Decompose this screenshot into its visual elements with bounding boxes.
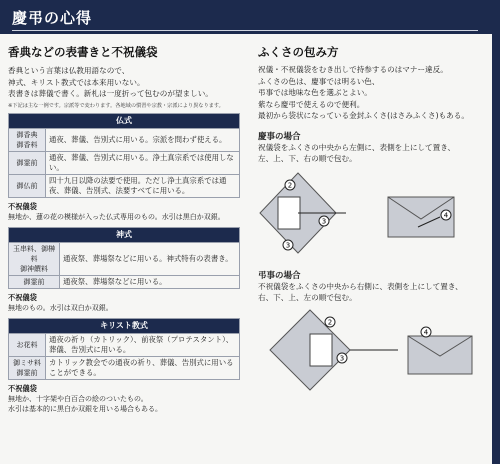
table-row xyxy=(9,128,240,151)
table-row xyxy=(9,333,240,356)
table-row xyxy=(9,242,240,275)
table-row xyxy=(9,275,240,288)
christian-heading: キリスト教式 xyxy=(9,318,240,333)
shinto-bag-desc: 無地のもの。水引は双白か双銀。 xyxy=(8,303,113,312)
intro-line-1: 香典という言葉は仏教用語なので、 xyxy=(8,66,130,75)
condolence-line-2: 右、下、上、左の順で包む。 xyxy=(258,293,357,302)
fukusa-line-1: 祝儀・不祝儀袋をむき出しで持参するのはマナー違反。 xyxy=(258,65,448,74)
row-key: 御霊前 xyxy=(9,151,46,174)
offering-heading: 香典などの表書きと不祝儀袋 xyxy=(8,45,158,59)
page-header xyxy=(0,0,492,34)
christian-bag-label: 不祝儀袋 xyxy=(8,383,37,393)
row-key: 御香典 御香料 xyxy=(9,128,46,151)
row-value: 四十九日以降の法要で使用。ただし浄土真宗系では通夜、葬儀、告別式、法要すべてに用いる。 xyxy=(46,174,240,197)
buddhist-heading: 仏式 xyxy=(9,113,240,128)
celebration-diagram xyxy=(258,167,490,263)
christian-bag-desc-2: 水引は基本的に黒白か双銀を用いる場合もある。 xyxy=(8,404,162,413)
intro-line-2: 神式、キリスト教式では本来用いない。 xyxy=(8,77,145,87)
row-key: お花料 xyxy=(9,333,46,356)
celebration-line-1: 祝儀袋をふくさの中央から左側に、表側を上にして置き、 xyxy=(258,142,456,152)
step-number: 3 xyxy=(285,241,291,249)
row-value: 通夜の祈り（カトリック）、前夜祭（プロテスタント）、葬儀、告別式に用いる。 xyxy=(46,333,240,356)
row-key: 御仏前 xyxy=(9,174,46,197)
row-value: 通夜祭、葬場祭などに用いる。神式特有の表書き。 xyxy=(60,242,240,275)
left-column xyxy=(8,44,240,414)
step-number: 4 xyxy=(443,211,449,219)
envelope-shape xyxy=(310,334,332,366)
table-row xyxy=(9,151,240,174)
celebration-line-2: 左、上、下、右の順で包む。 xyxy=(258,154,357,163)
celebration-heading: 慶事の場合 xyxy=(258,131,301,142)
condolence-line-1: 不祝儀袋をふくさの中央から右側に、表側を上にして置き、 xyxy=(258,281,463,291)
fukusa-line-2: ふくさの色は、慶事では明るい色、 xyxy=(258,76,380,86)
row-key: 御ミサ料 御霊前 xyxy=(9,356,46,379)
row-value: 通夜、葬儀、告別式に用いる。浄土真宗系では使用しない。 xyxy=(46,151,240,174)
page-title: 慶弔の心得 xyxy=(12,9,93,27)
footnote: ※下記は主な一例です。宗派等で変わります。各地域の慣習や宗教・宗派により異なります。 xyxy=(8,102,224,109)
fukusa-line-5: 最初から袋状になっている金封ふくさ(はさみふくさ)もある。 xyxy=(258,111,469,120)
shinto-table xyxy=(8,227,240,289)
step-number: 3 xyxy=(339,354,345,362)
shinto-heading: 神式 xyxy=(9,227,240,242)
row-key: 玉串料、御榊料 御神饌料 xyxy=(9,242,60,275)
right-column xyxy=(258,44,490,402)
row-key: 御霊前 xyxy=(9,275,60,288)
fukusa-line-4: 紫なら慶弔で使えるので便利。 xyxy=(258,99,365,109)
christian-bag-desc-1: 無地か、十字架や白百合の絵のついたもの。 xyxy=(8,394,148,403)
header-rule xyxy=(12,30,478,31)
condolence-diagram xyxy=(258,306,490,398)
envelope-shape xyxy=(278,197,300,229)
step-number: 2 xyxy=(327,318,333,326)
buddhist-bag-label: 不祝儀袋 xyxy=(8,201,37,211)
step-number: 2 xyxy=(287,181,293,189)
row-value: 通夜、葬儀、告別式に用いる。宗派を問わず使える。 xyxy=(46,128,240,151)
step-number: 4 xyxy=(423,328,429,336)
buddhist-table xyxy=(8,113,240,198)
fukusa-line-3: 弔事では地味な色を選ぶとよい。 xyxy=(258,88,372,97)
table-row xyxy=(9,174,240,197)
shinto-bag-label: 不祝儀袋 xyxy=(8,292,37,302)
row-value: 通夜祭、葬場祭などに用いる。 xyxy=(60,275,240,288)
fukusa-heading: ふくさの包み方 xyxy=(258,45,339,59)
condolence-heading: 弔事の場合 xyxy=(258,270,301,281)
row-value: カトリック教会での通夜の祈り、葬儀、告別式に用いることができる。 xyxy=(46,356,240,379)
buddhist-bag-desc: 無地か、蓮の花の模様が入った仏式専用のもの。水引は黒白か双銀。 xyxy=(8,212,225,221)
intro-line-3: 表書きは葬儀で書く。新札は一度折って包むのが望ましい。 xyxy=(8,89,213,98)
table-row xyxy=(9,356,240,379)
step-number: 3 xyxy=(321,217,327,225)
christian-table xyxy=(8,318,240,380)
